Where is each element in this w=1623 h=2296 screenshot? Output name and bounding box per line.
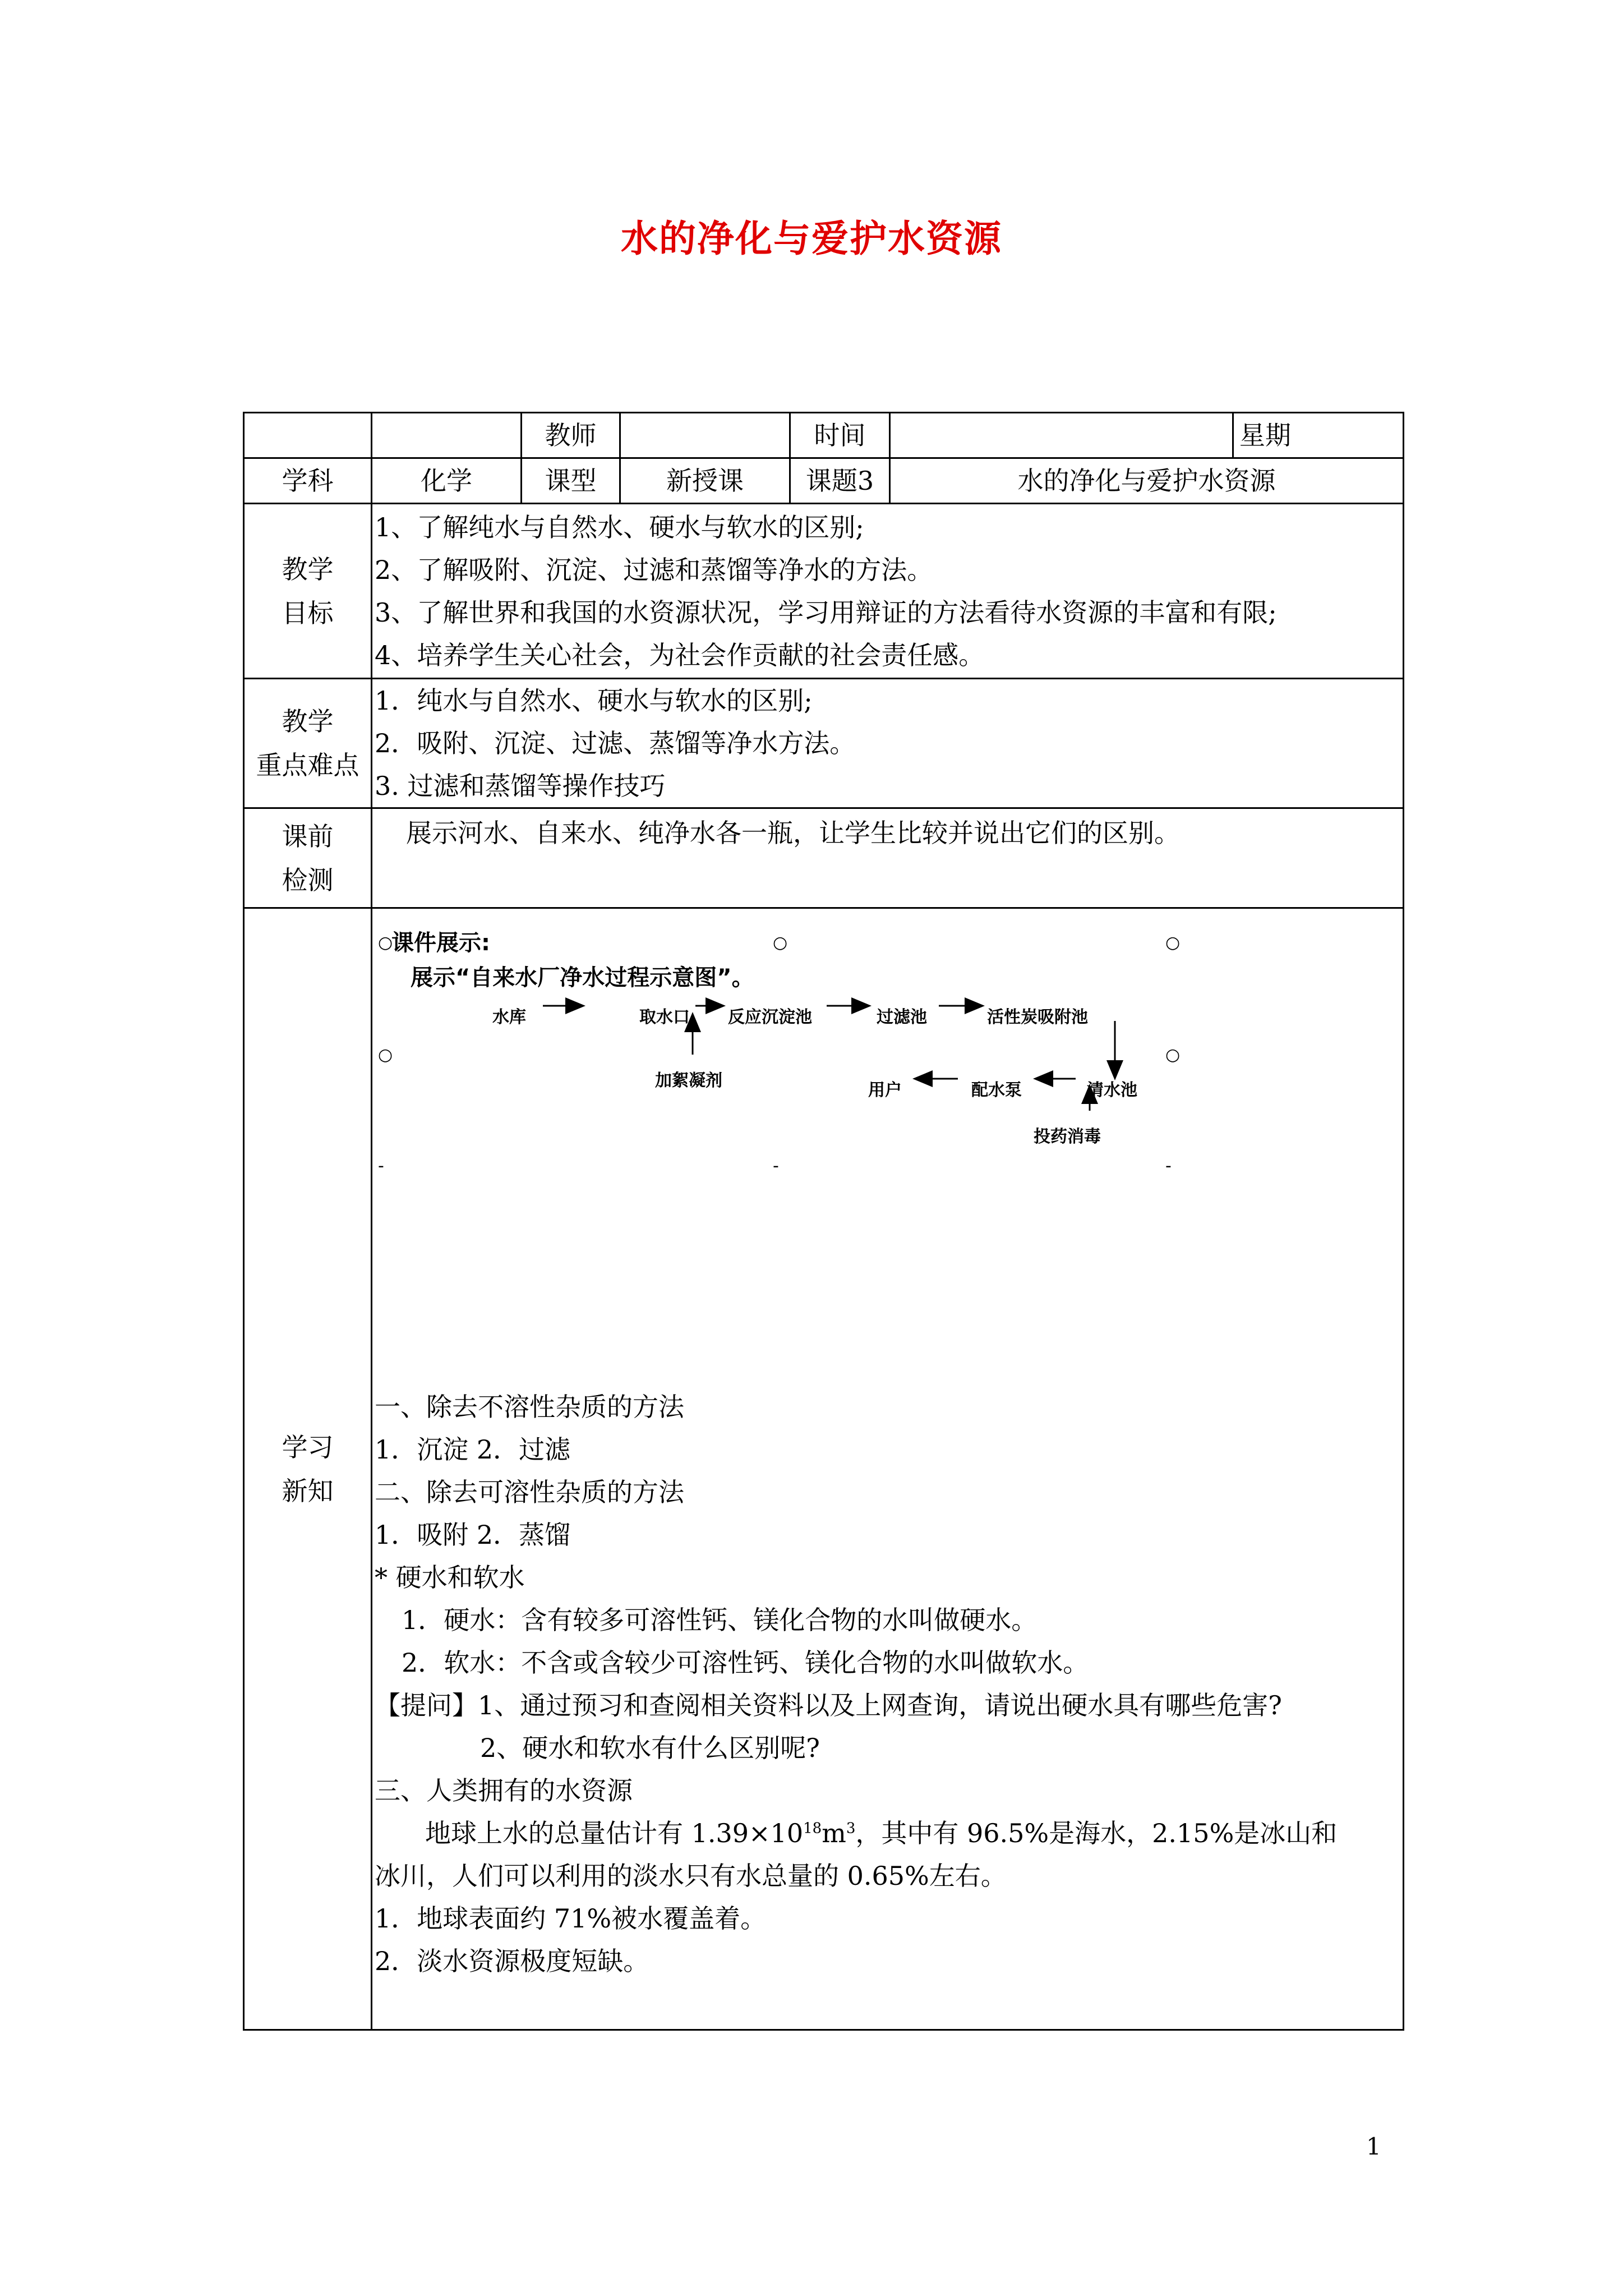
paragraph-line: 地球上水的总量估计有 $1.39\times 10^{18}m^3$，其中有 96.5%是海水，2.15%是冰山和 bbox=[425, 1818, 1338, 1848]
keypoints-label: 教学 重点难点 bbox=[244, 679, 372, 808]
keypoints-list bbox=[372, 679, 1404, 808]
scan-mark: - bbox=[378, 1156, 384, 1176]
section-heading: 三、人类拥有的水资源 bbox=[375, 1775, 633, 1806]
document-title: 水的净化与爱护水资源 bbox=[621, 217, 1002, 260]
new-knowledge-label: 学习 新知 bbox=[244, 908, 372, 2030]
precheck-text: 展示河水、自来水、纯净水各一瓶，让学生比较并说出它们的区别。 bbox=[372, 808, 1404, 908]
header-row bbox=[244, 413, 1404, 458]
node-user: 用户 bbox=[868, 1080, 902, 1100]
courseware-heading: 课件展示: bbox=[391, 930, 490, 956]
node-sedimentation: 反应沉淀池 bbox=[728, 1007, 812, 1027]
type-label: 课型 bbox=[522, 458, 620, 504]
topic-value: 水的净化与爱护水资源 bbox=[890, 458, 1404, 504]
list-item: 1、了解纯水与自然水、硬水与软水的区别; bbox=[375, 512, 864, 542]
topic-label: 课题3 bbox=[790, 458, 890, 504]
teacher-label: 教师 bbox=[522, 413, 620, 458]
list-item: 2、了解吸附、沉淀、过滤和蒸馏等净水的方法。 bbox=[375, 554, 933, 585]
weekday-label: 星期 bbox=[1233, 413, 1404, 458]
objectives-label: 教学 目标 bbox=[244, 504, 372, 679]
list-item: 1．吸附 2．蒸馏 bbox=[375, 1520, 571, 1550]
list-item: 1．地球表面约 71%被水覆盖着。 bbox=[375, 1903, 767, 1934]
courseware-subheading: 展示“自来水厂净水过程示意图”。 bbox=[411, 965, 754, 991]
empty-cell bbox=[372, 413, 522, 458]
empty-cell bbox=[244, 413, 372, 458]
objectives-list bbox=[372, 504, 1404, 679]
objectives-row bbox=[244, 504, 1404, 679]
info-row bbox=[244, 458, 1404, 504]
precheck-row bbox=[244, 808, 1404, 908]
list-item: 3、了解世界和我国的水资源状况，学习用辩证的方法看待水资源的丰富和有限; bbox=[375, 597, 1277, 628]
node-carbon: 活性炭吸附池 bbox=[987, 1007, 1088, 1027]
subject-label: 学科 bbox=[244, 458, 372, 504]
scan-mark: ○ bbox=[1165, 933, 1181, 953]
list-item: 3. 过滤和蒸馏等操作技巧 bbox=[375, 771, 666, 801]
page-number: 1 bbox=[1366, 2133, 1381, 2160]
lesson-plan-table bbox=[243, 412, 1404, 2031]
teacher-value bbox=[620, 413, 790, 458]
node-pump: 配水泵 bbox=[971, 1080, 1022, 1100]
question: 【提问】1、通过预习和查阅相关资料以及上网查询，请说出硬水具有哪些危害? bbox=[375, 1690, 1282, 1720]
new-knowledge-row bbox=[244, 908, 1404, 2030]
scan-mark: ○ bbox=[1165, 1045, 1181, 1065]
node-disinfect: 投药消毒 bbox=[1034, 1127, 1101, 1147]
content-lines bbox=[375, 1386, 1400, 1982]
section-heading: 二、除去可溶性杂质的方法 bbox=[375, 1477, 684, 1507]
scan-mark: ○ bbox=[378, 933, 393, 953]
keypoints-row bbox=[244, 679, 1404, 808]
scan-mark: ○ bbox=[773, 933, 788, 953]
list-item: 2．软水：不含或含较少可溶性钙、镁化合物的水叫做软水。 bbox=[402, 1648, 1089, 1678]
list-item: 4、培养学生关心社会，为社会作贡献的社会责任感。 bbox=[375, 639, 985, 670]
node-reservoir: 水库 bbox=[492, 1007, 526, 1027]
list-item: 1．纯水与自然水、硬水与软水的区别; bbox=[375, 685, 813, 716]
list-item: 1．沉淀 2．过滤 bbox=[375, 1434, 571, 1465]
list-item: 2．吸附、沉淀、过滤、蒸馏等净水方法。 bbox=[375, 728, 856, 758]
section-heading: 一、除去不溶性杂质的方法 bbox=[375, 1392, 684, 1422]
section-heading: * 硬水和软水 bbox=[375, 1562, 525, 1593]
node-intake: 取水口 bbox=[639, 1007, 690, 1027]
node-clear-water: 清水池 bbox=[1087, 1080, 1137, 1100]
list-item: 1．硬水：含有较多可溶性钙、镁化合物的水叫做硬水。 bbox=[402, 1605, 1038, 1635]
precheck-label: 课前 检测 bbox=[244, 808, 372, 908]
paragraph-line: 冰川，人们可以利用的淡水只有水总量的 0.65%左右。 bbox=[375, 1861, 1007, 1891]
scan-mark: ○ bbox=[378, 1045, 393, 1065]
time-value bbox=[890, 413, 1233, 458]
scan-mark: - bbox=[773, 1156, 779, 1176]
type-value: 新授课 bbox=[620, 458, 790, 504]
waterworks-diagram bbox=[375, 909, 1400, 1386]
scan-mark: - bbox=[1165, 1156, 1172, 1176]
subject-value: 化学 bbox=[372, 458, 522, 504]
node-coagulant: 加絮凝剂 bbox=[655, 1071, 722, 1091]
time-label: 时间 bbox=[790, 413, 890, 458]
question: 2、硬水和软水有什么区别呢? bbox=[480, 1733, 820, 1763]
node-filter: 过滤池 bbox=[877, 1007, 927, 1027]
new-knowledge-content bbox=[372, 908, 1404, 2030]
list-item: 2．淡水资源极度短缺。 bbox=[375, 1946, 649, 1976]
